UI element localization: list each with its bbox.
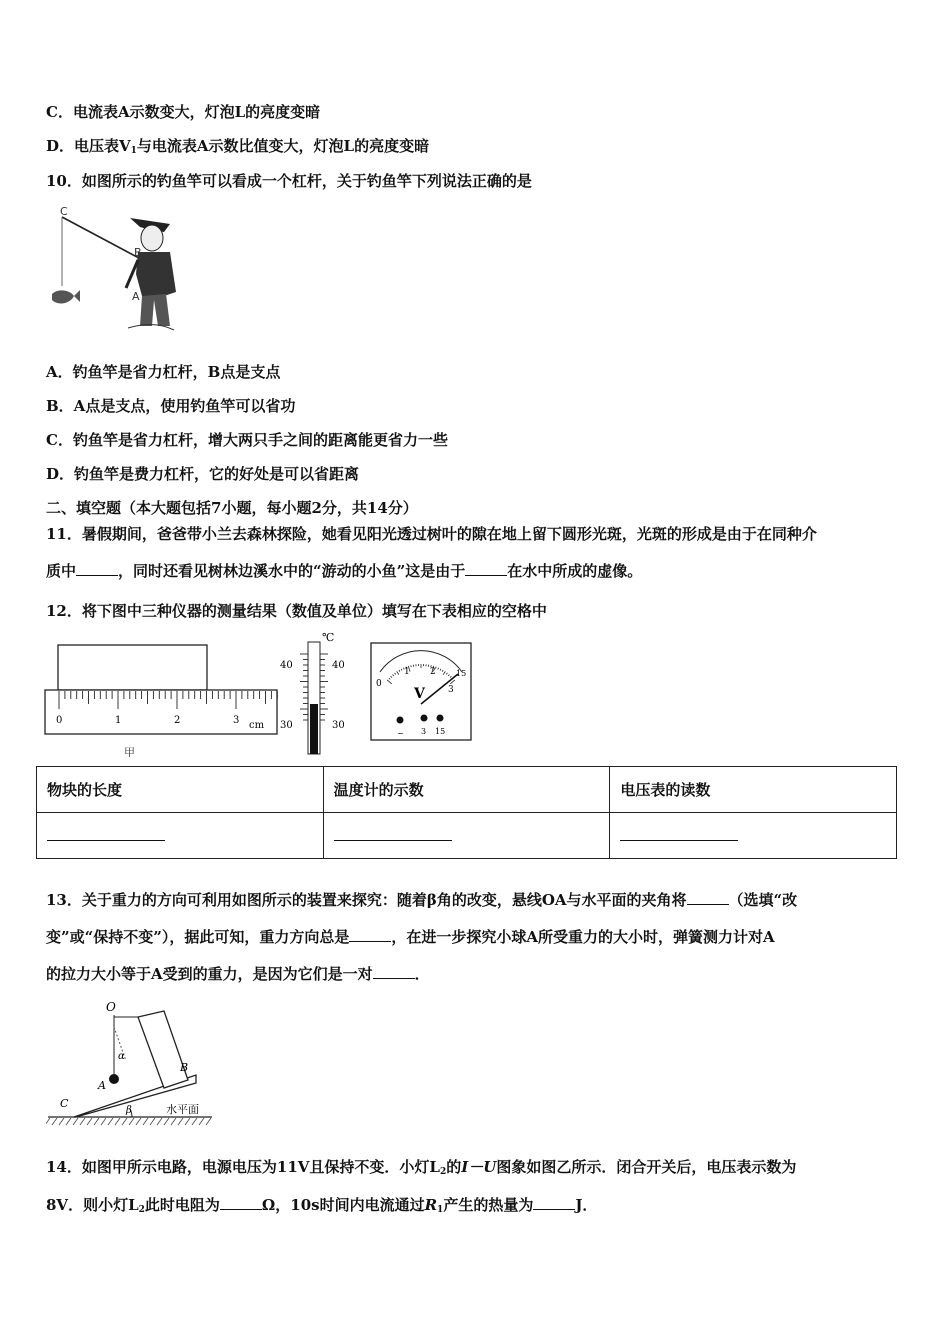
label-o: O [106,1000,116,1014]
header-length: 物块的长度 [37,767,324,813]
tick-mark [178,1118,183,1125]
volt-minus: − [397,729,404,738]
thermo-right-40: 40 [332,660,345,671]
ruler-tick-2: 2 [174,715,181,726]
question-11-line1: 11．暑假期间，爸爸带小兰去森林探险，她看见阳光透过树叶的隙在地上留下圆形光斑，光斑的形成是由于在同种介 [46,525,817,543]
volt-scale-3: 3 [448,685,454,695]
blank[interactable] [76,561,118,576]
volt-scale-2: 2 [430,667,436,677]
option-9d: D．电压表$V_1$与电流表A示数比值变大，灯泡L的亮度变暗 [46,137,430,156]
tick-mark [108,1118,113,1125]
question-10: 10．如图所示的钓鱼竿可以看成一个杠杆，关于钓鱼竿下列说法正确的是 [46,172,532,190]
option-10c: C．钓鱼竿是省力杠杆，增大两只手之间的距离能更省力一些 [46,431,448,449]
tick-mark [150,1118,155,1125]
blank[interactable] [349,927,391,942]
tick-mark [185,1118,190,1125]
question-14-line2: 8V．则小灯$L_2$此时电阻为 Ω，10s时间内电流通过$R_1$产生的热量为 J． [46,1196,598,1215]
tick-mark [80,1118,85,1125]
blank[interactable] [47,826,165,841]
header-temperature: 温度计的示数 [323,767,610,813]
tick-mark [59,1118,64,1125]
thermometer-figure [278,632,352,756]
tick-mark [206,1118,211,1125]
tick-mark [46,1118,50,1125]
answer-table [36,766,897,859]
answer-voltage-cell[interactable] [610,813,897,859]
tick-mark [129,1118,134,1125]
thermo-right-30: 30 [332,720,345,731]
label-c: C [60,1097,69,1110]
thermo-left-40: 40 [280,660,293,671]
tick-mark [52,1118,57,1125]
answer-temperature-cell[interactable] [323,813,610,859]
ruler-tick-1: 1 [115,715,122,726]
blank[interactable] [620,826,738,841]
label-horizontal: 水平面 [166,1103,199,1116]
label-b: B [180,1061,189,1074]
option-9c: C．电流表A示数变大，灯泡L的亮度变暗 [46,103,321,121]
question-11-line2: 质中 ，同时还看见树林边溪水中的“游动的小鱼”这是由于 在水中所成的虚像。 [46,562,643,580]
volt-terminal-15: 15 [435,727,446,736]
option-10b: B．A点是支点，使用钓鱼竿可以省功 [46,397,296,415]
tick-mark [157,1118,162,1125]
ruler-tick-0: 0 [56,715,63,726]
blank[interactable] [687,890,729,905]
gravity-figure [46,997,214,1129]
label-b: B [134,246,142,259]
tick-mark [171,1118,176,1125]
volt-symbol: V [414,686,425,702]
tick-mark [136,1118,141,1125]
tick-mark [94,1118,99,1125]
tick-mark [66,1118,71,1125]
label-beta: β [126,1105,132,1116]
tick-mark [115,1118,120,1125]
tick-mark [101,1118,106,1125]
section-heading: 二、填空题（本大题包括7小题，每小题2分，共14分） [46,499,418,517]
tick-mark [164,1118,169,1125]
thermo-left-30: 30 [280,720,293,731]
tick-mark [87,1118,92,1125]
ruler-caption: 甲 [124,746,135,759]
tick-mark [73,1118,78,1125]
blank[interactable] [533,1195,575,1210]
question-13-line1: 13．关于重力的方向可利用如图所示的装置来探究：随着β角的改变，悬线OA与水平面的夹角将 （选填“改 [46,891,798,909]
label-a: A [132,290,140,303]
ruler-tick-3: 3 [233,715,240,726]
question-13-line2: 变”或“保持不变”），据此可知，重力方向总是 ，在进一步探究小球A所受重力的大小时，弹簧测力计对A [46,928,775,946]
volt-scale-1: 1 [404,667,410,677]
tick-mark [199,1118,204,1125]
label-a: A [98,1079,106,1092]
volt-scale-15: 15 [456,669,467,678]
tick-mark [143,1118,148,1125]
blank[interactable] [373,964,415,979]
question-13-line3: 的拉力大小等于A受到的重力，是因为它们是一对 ． [46,965,430,983]
fishing-figure [44,200,194,335]
blank[interactable] [334,826,452,841]
volt-terminal-3: 3 [421,727,427,736]
answer-length-cell[interactable] [37,813,324,859]
blank[interactable] [465,561,507,576]
label-c: C [60,205,68,218]
header-voltage: 电压表的读数 [610,767,897,813]
tick-mark [122,1118,127,1125]
tick-mark [192,1118,197,1125]
option-10a: A．钓鱼竿是省力杠杆，B点是支点 [46,363,281,381]
option-10d: D．钓鱼竿是费力杠杆，它的好处是可以省距离 [46,465,360,483]
ruler-unit: cm [249,720,265,731]
volt-scale-0: 0 [376,679,382,689]
question-12: 12．将下图中三种仪器的测量结果（数值及单位）填写在下表相应的空格中 [46,602,547,620]
label-alpha: α [118,1051,125,1062]
voltmeter-figure [370,642,472,742]
blank[interactable] [220,1195,262,1210]
question-14-line1: 14．如图甲所示电路，电源电压为11V且保持不变．小灯$L_2$的I－U图象如图乙所示．闭合开关后，电压表示数为 [46,1158,797,1177]
thermo-unit: ℃ [322,632,335,644]
ruler-figure [42,644,280,760]
